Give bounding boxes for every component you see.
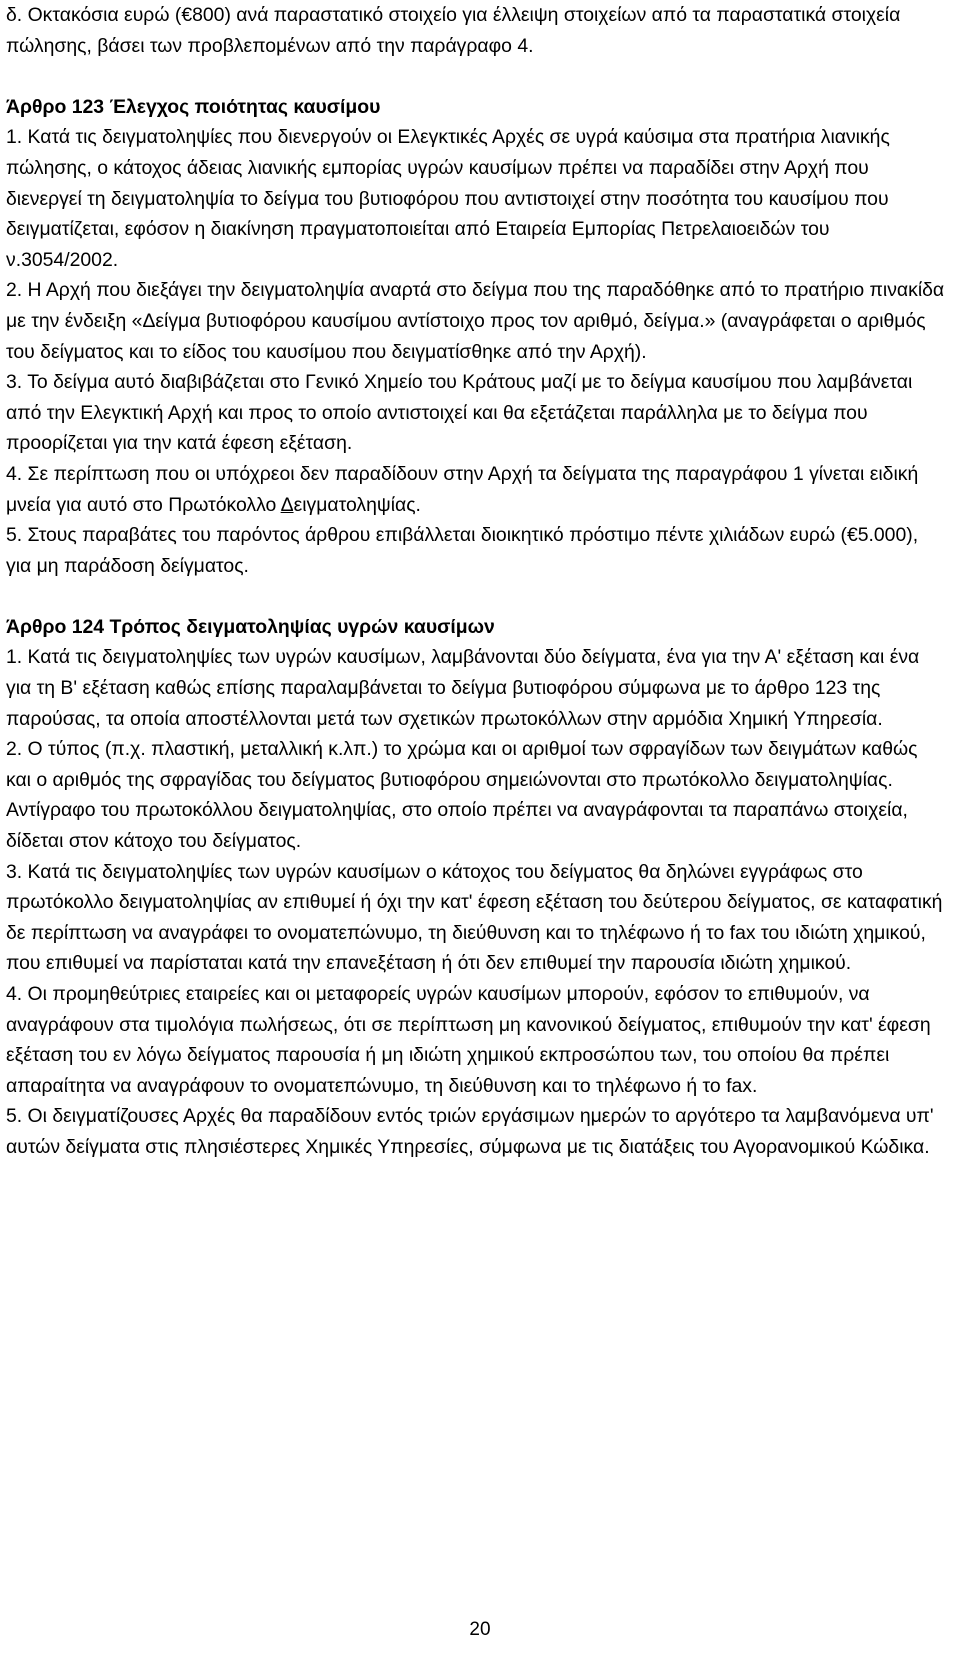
article-123-paragraph-5: 5. Στους παραβάτες του παρόντος άρθρου επιβάλλεται διοικητικό πρόστιμο πέντε χιλιάδων ευρώ (€5.000), για μη παράδοση δείγματος. <box>6 524 919 577</box>
article-124-paragraph-5: 5. Οι δειγματίζουσες Αρχές θα παραδίδουν εντός τριών εργάσιμων ημερών το αργότερο τα λαμβανόμενα υπ' αυτών δείγματα στις πλησιέστερες Χημικές Υπηρεσίες, σύμφωνα με τις διατάξεις του Αγορανομικού Κώδικα. <box>6 1105 934 1158</box>
paragraph-4-text-end: ειγματοληψίας. <box>293 493 421 516</box>
article-124-paragraph-1: 1. Κατά τις δειγματοληψίες των υγρών καυσίμων, λαμβάνονται δύο δείγματα, ένα για την Α' εξέταση και ένα για τη Β' εξέταση καθώς επίσης παραλαμβάνεται το δείγμα βυτιοφόρου σύμφωνα με το άρθρο 123 της παρούσας, τα οποία αποστέλλονται μετά των σχετικών πρωτοκόλλων στην αρμόδια Χημική Υπηρεσία. <box>6 646 920 730</box>
article-124 <box>6 612 946 1163</box>
article-124-paragraph-3: 3. Κατά τις δειγματοληψίες των υγρών καυσίμων ο κάτοχος του δείγματος θα δηλώνει εγγράφως στο πρωτόκολλο δειγματοληψίας αν επιθυμεί ή όχι την κατ' έφεση εξέταση του δεύτερου δείγματος, σε καταφατική δε περίπτωση να αναγράφει το ονοματεπώνυμο, τη διεύθυνση και το τηλέφωνο ή το fax του ιδιώτη χημικού, που επιθυμεί να παρίσταται κατά την επανεξέταση ή ότι δεν επιθυμεί την παρουσία ιδιώτη χημικού. <box>6 860 943 975</box>
paragraph-4-text: 4. Σε περίπτωση που οι υπόχρεοι δεν παραδίδουν στην Αρχή τα δείγματα της παραγράφου 1 γίνεται ειδική μνεία για αυτό στο Πρωτόκολλο <box>6 462 919 516</box>
article-123-paragraph-1: 1. Κατά τις δειγματοληψίες που διενεργούν οι Ελεγκτικές Αρχές σε υγρά καύσιμα στα πρατήρια λιανικής πώλησης, ο κάτοχος άδειας λιανικής εμπορίας υγρών καυσίμων πρέπει να παραδίδει στην Αρχή που διενεργεί τη δειγματοληψία το δείγμα του βυτιοφόρου που αντιστοιχεί στην ποσότητα του καυσίμου που δειγματίζεται, εφόσον η διακίνηση πραγματοποιείται από Εταιρεία Εμπορίας Πετρελαιοειδών του ν.3054/2002. <box>6 126 890 271</box>
page-number: 20 <box>469 1619 491 1640</box>
article-123-paragraph-3: 3. Το δείγμα αυτό διαβιβάζεται στο Γενικό Χημείο του Κράτους μαζί με το δείγμα καυσίμου που λαμβάνεται από την Ελεγκτική Αρχή και προς το οποίο αντιστοιχεί και θα εξετάζεται παράλληλα με το δείγμα που προορίζεται για την κατά έφεση εξέταση. <box>6 371 913 455</box>
article-123-paragraph-4 <box>6 459 946 520</box>
underlined-letter: Δ <box>280 493 294 516</box>
article-124-paragraph-2: 2. Ο τύπος (π.χ. πλαστική, μεταλλική κ.λπ.) το χρώμα και οι αριθμοί των σφραγίδων των δειγμάτων καθώς και ο αριθμός της σφραγίδας του δείγματος βυτιοφόρου σημειώνονται στο πρωτόκολλο δειγματοληψίας. Αντίγραφο του πρωτοκόλλου δειγματοληψίας, στο οποίο πρέπει να αναγράφονται τα παραπάνω στοιχεία, δίδεται στον κάτοχο του δείγματος. <box>6 738 918 853</box>
article-124-heading: Άρθρο 124 Τρόπος δειγματοληψίας υγρών καυσίμων <box>6 615 495 638</box>
spacer <box>6 61 946 92</box>
article-124-paragraph-4: 4. Οι προμηθεύτριες εταιρείες και οι μεταφορείς υγρών καυσίμων μπορούν, εφόσον το επιθυμούν, να αναγράφουν στα τιμολόγια πωλήσεως, ότι σε περίπτωση μη κανονικού δείγματος, επιθυμούν την κατ' έφεση εξέταση του εν λόγω δείγματος παρουσία ή μη ιδιώτη χημικού εκπροσώπου των, του οποίου θα πρέπει απαραίτητα να αναγράφουν το ονοματεπώνυμο, τη διεύθυνση και το τηλέφωνο ή το fax. <box>6 983 931 1097</box>
article-123 <box>6 92 946 582</box>
article-123-paragraph-2: 2. Η Αρχή που διεξάγει την δειγματοληψία αναρτά στο δείγμα που της παραδόθηκε από το πρατήριο πινακίδα με την ένδειξη «Δείγμα βυτιοφόρου καυσίμου αντίστοιχο προς τον αριθμό, δείγμα.» (αναγράφεται ο αριθμός του δείγματος και το είδος του καυσίμου που δειγματίσθηκε από την Αρχή). <box>6 279 945 363</box>
spacer <box>6 581 946 612</box>
article-123-heading: Άρθρο 123 Έλεγχος ποιότητας καυσίμου <box>6 95 381 118</box>
penalty-item-d: δ. Οκτακόσια ευρώ (€800) ανά παραστατικό στοιχείο για έλλειψη στοιχείων από τα παραστατικά στοιχεία πώλησης, βάσει των προβλεπομένων από την παράγραφο 4. <box>6 4 901 57</box>
document-body <box>6 0 946 1163</box>
